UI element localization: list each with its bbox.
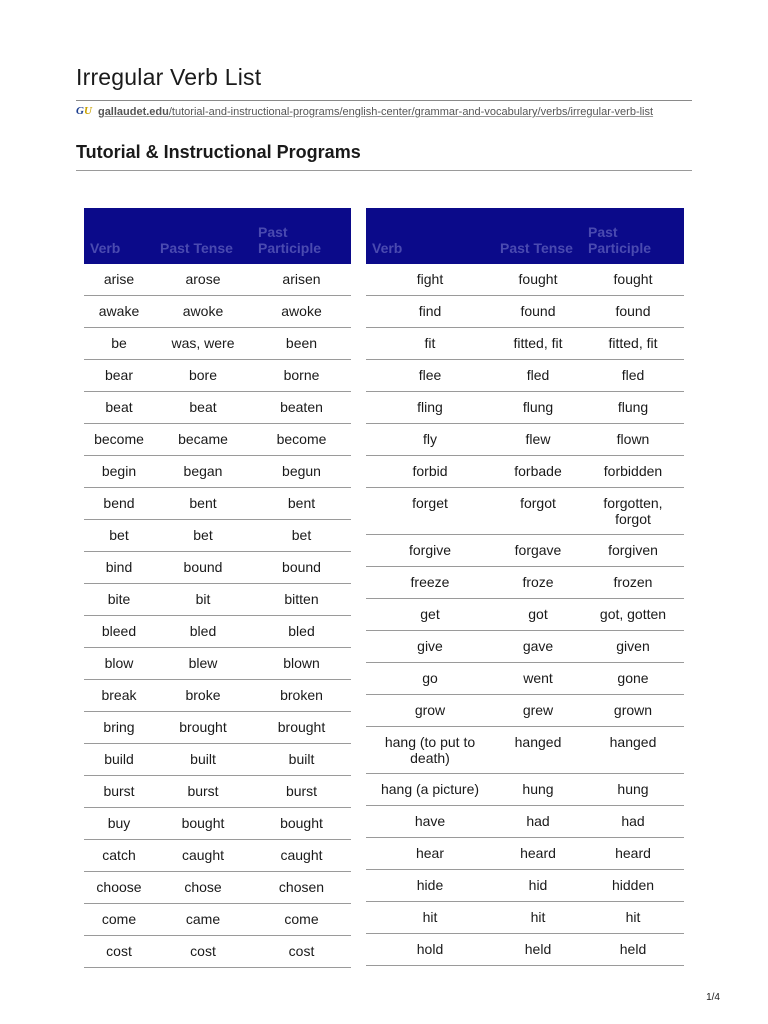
- table-row: [84, 488, 351, 520]
- gallaudet-logo-icon: GU: [76, 106, 92, 118]
- table-row: [366, 456, 684, 488]
- verb-cell: catch: [84, 840, 154, 872]
- past-tense-cell: beat: [154, 392, 252, 424]
- verb-cell: give: [366, 631, 494, 663]
- source-url-row: [76, 106, 692, 122]
- past-tense-cell: became: [154, 424, 252, 456]
- table-row: [366, 695, 684, 727]
- past-tense-cell: heard: [494, 838, 582, 870]
- past-tense-cell: came: [154, 904, 252, 936]
- table-row: [366, 488, 684, 535]
- past-tense-cell: brought: [154, 712, 252, 744]
- verb-cell: be: [84, 328, 154, 360]
- verb-table-right: [366, 208, 684, 966]
- table-row: [84, 584, 351, 616]
- table-row: [366, 774, 684, 806]
- title-divider: [76, 100, 692, 101]
- past-participle-cell: had: [582, 806, 684, 838]
- past-participle-cell: broken: [252, 680, 351, 712]
- table-row: [366, 934, 684, 966]
- verb-cell: grow: [366, 695, 494, 727]
- past-tense-cell: cost: [154, 936, 252, 968]
- table-row: [366, 663, 684, 695]
- past-participle-cell: beaten: [252, 392, 351, 424]
- verb-cell: fight: [366, 264, 494, 296]
- past-participle-cell: fled: [582, 360, 684, 392]
- past-tense-cell: bled: [154, 616, 252, 648]
- verb-cell: break: [84, 680, 154, 712]
- verb-cell: build: [84, 744, 154, 776]
- page-title: Irregular Verb List: [76, 64, 262, 90]
- past-participle-cell: built: [252, 744, 351, 776]
- header-verb: Verb: [84, 208, 154, 264]
- verb-cell: fit: [366, 328, 494, 360]
- past-tense-cell: hanged: [494, 727, 582, 774]
- verb-cell: forget: [366, 488, 494, 535]
- table-row: [84, 392, 351, 424]
- verb-cell: have: [366, 806, 494, 838]
- source-url-link[interactable]: [98, 106, 653, 118]
- table-row: [84, 744, 351, 776]
- verb-cell: bind: [84, 552, 154, 584]
- verb-cell: cost: [84, 936, 154, 968]
- past-participle-cell: given: [582, 631, 684, 663]
- table-row: [84, 264, 351, 296]
- table-row: [366, 535, 684, 567]
- table-row: [366, 838, 684, 870]
- table-row: [84, 328, 351, 360]
- section-divider: [76, 170, 692, 171]
- verb-table-left: [84, 208, 351, 968]
- past-tense-cell: forgot: [494, 488, 582, 535]
- past-tense-cell: gave: [494, 631, 582, 663]
- table-row: [366, 360, 684, 392]
- past-tense-cell: bet: [154, 520, 252, 552]
- past-tense-cell: grew: [494, 695, 582, 727]
- past-participle-cell: cost: [252, 936, 351, 968]
- past-tense-cell: bought: [154, 808, 252, 840]
- past-participle-cell: awoke: [252, 296, 351, 328]
- verb-cell: blow: [84, 648, 154, 680]
- past-tense-cell: began: [154, 456, 252, 488]
- table-row: [84, 680, 351, 712]
- past-tense-cell: flung: [494, 392, 582, 424]
- past-tense-cell: froze: [494, 567, 582, 599]
- verb-cell: go: [366, 663, 494, 695]
- past-participle-cell: held: [582, 934, 684, 966]
- table-row: [366, 424, 684, 456]
- verb-cell: fly: [366, 424, 494, 456]
- past-participle-cell: heard: [582, 838, 684, 870]
- past-tense-cell: bent: [154, 488, 252, 520]
- table-row: [84, 776, 351, 808]
- table-row: [366, 727, 684, 774]
- verb-cell: hit: [366, 902, 494, 934]
- past-tense-cell: had: [494, 806, 582, 838]
- verb-cell: burst: [84, 776, 154, 808]
- source-path: /tutorial-and-instructional-programs/english-center/grammar-and-vocabulary/verbs/irregular-verb-list: [168, 106, 654, 119]
- page-number: 1/4: [706, 992, 720, 1003]
- verb-cell: bear: [84, 360, 154, 392]
- past-tense-cell: hung: [494, 774, 582, 806]
- past-participle-cell: begun: [252, 456, 351, 488]
- table-row: [84, 872, 351, 904]
- table-row: [84, 296, 351, 328]
- past-participle-cell: gone: [582, 663, 684, 695]
- past-participle-cell: hidden: [582, 870, 684, 902]
- past-participle-cell: been: [252, 328, 351, 360]
- verb-cell: bring: [84, 712, 154, 744]
- table-row: [366, 264, 684, 296]
- past-participle-cell: flung: [582, 392, 684, 424]
- past-participle-cell: forbidden: [582, 456, 684, 488]
- table-row: [366, 806, 684, 838]
- past-tense-cell: held: [494, 934, 582, 966]
- table-row: [366, 599, 684, 631]
- header-past-participle: Past Participle: [252, 208, 351, 264]
- verb-cell: get: [366, 599, 494, 631]
- verb-cell: choose: [84, 872, 154, 904]
- verb-cell: forbid: [366, 456, 494, 488]
- table-row: [84, 360, 351, 392]
- header-past-tense: Past Tense: [494, 208, 582, 264]
- past-tense-cell: found: [494, 296, 582, 328]
- past-tense-cell: bound: [154, 552, 252, 584]
- table-row: [366, 392, 684, 424]
- past-participle-cell: forgiven: [582, 535, 684, 567]
- past-tense-cell: awoke: [154, 296, 252, 328]
- past-participle-cell: fought: [582, 264, 684, 296]
- past-participle-cell: hung: [582, 774, 684, 806]
- table-row: [84, 840, 351, 872]
- past-tense-cell: fled: [494, 360, 582, 392]
- past-tense-cell: flew: [494, 424, 582, 456]
- verb-cell: find: [366, 296, 494, 328]
- table-row: [84, 712, 351, 744]
- table-row: [84, 808, 351, 840]
- table-row: [366, 870, 684, 902]
- section-title: Tutorial & Instructional Programs: [76, 142, 361, 162]
- past-tense-cell: went: [494, 663, 582, 695]
- past-participle-cell: arisen: [252, 264, 351, 296]
- past-participle-cell: bitten: [252, 584, 351, 616]
- header-past-tense: Past Tense: [154, 208, 252, 264]
- past-participle-cell: hit: [582, 902, 684, 934]
- verb-cell: bet: [84, 520, 154, 552]
- past-participle-cell: hanged: [582, 727, 684, 774]
- verb-cell: hold: [366, 934, 494, 966]
- past-participle-cell: frozen: [582, 567, 684, 599]
- table-row: [84, 424, 351, 456]
- past-tense-cell: fitted, fit: [494, 328, 582, 360]
- verb-cell: flee: [366, 360, 494, 392]
- past-participle-cell: grown: [582, 695, 684, 727]
- table-row: [84, 648, 351, 680]
- past-participle-cell: bought: [252, 808, 351, 840]
- past-participle-cell: forgotten, forgot: [582, 488, 684, 535]
- verb-cell: awake: [84, 296, 154, 328]
- past-participle-cell: come: [252, 904, 351, 936]
- verb-cell: become: [84, 424, 154, 456]
- past-tense-cell: chose: [154, 872, 252, 904]
- past-tense-cell: was, were: [154, 328, 252, 360]
- verb-cell: beat: [84, 392, 154, 424]
- verb-cell: hide: [366, 870, 494, 902]
- table-row: [84, 552, 351, 584]
- table-row: [84, 936, 351, 968]
- past-participle-cell: bound: [252, 552, 351, 584]
- verb-cell: hang (to put to death): [366, 727, 494, 774]
- verb-cell: bleed: [84, 616, 154, 648]
- table-row: [84, 520, 351, 552]
- past-participle-cell: got, gotten: [582, 599, 684, 631]
- table-header-row: [366, 208, 684, 264]
- table-row: [84, 616, 351, 648]
- table-row: [366, 328, 684, 360]
- past-tense-cell: bore: [154, 360, 252, 392]
- table-row: [366, 296, 684, 328]
- past-participle-cell: borne: [252, 360, 351, 392]
- past-tense-cell: forbade: [494, 456, 582, 488]
- past-tense-cell: bit: [154, 584, 252, 616]
- past-tense-cell: hid: [494, 870, 582, 902]
- past-participle-cell: burst: [252, 776, 351, 808]
- verb-cell: come: [84, 904, 154, 936]
- verb-cell: freeze: [366, 567, 494, 599]
- table-row: [84, 456, 351, 488]
- header-past-participle: Past Participle: [582, 208, 684, 264]
- source-domain: gallaudet.edu: [97, 106, 169, 119]
- past-participle-cell: chosen: [252, 872, 351, 904]
- verb-cell: forgive: [366, 535, 494, 567]
- past-tense-cell: broke: [154, 680, 252, 712]
- past-participle-cell: become: [252, 424, 351, 456]
- past-tense-cell: built: [154, 744, 252, 776]
- past-participle-cell: caught: [252, 840, 351, 872]
- past-participle-cell: bled: [252, 616, 351, 648]
- header-verb: Verb: [366, 208, 494, 264]
- verb-cell: bend: [84, 488, 154, 520]
- past-tense-cell: burst: [154, 776, 252, 808]
- past-participle-cell: brought: [252, 712, 351, 744]
- past-tense-cell: forgave: [494, 535, 582, 567]
- past-tense-cell: blew: [154, 648, 252, 680]
- past-participle-cell: fitted, fit: [582, 328, 684, 360]
- past-tense-cell: arose: [154, 264, 252, 296]
- verb-cell: hang (a picture): [366, 774, 494, 806]
- past-participle-cell: found: [582, 296, 684, 328]
- past-participle-cell: flown: [582, 424, 684, 456]
- table-row: [84, 904, 351, 936]
- past-tense-cell: caught: [154, 840, 252, 872]
- verb-cell: fling: [366, 392, 494, 424]
- verb-cell: arise: [84, 264, 154, 296]
- table-row: [366, 567, 684, 599]
- table-header-row: [84, 208, 351, 264]
- past-tense-cell: got: [494, 599, 582, 631]
- verb-cell: begin: [84, 456, 154, 488]
- table-row: [366, 631, 684, 663]
- past-participle-cell: blown: [252, 648, 351, 680]
- past-tense-cell: hit: [494, 902, 582, 934]
- past-tense-cell: fought: [494, 264, 582, 296]
- past-participle-cell: bet: [252, 520, 351, 552]
- table-row: [366, 902, 684, 934]
- verb-cell: bite: [84, 584, 154, 616]
- verb-cell: hear: [366, 838, 494, 870]
- past-participle-cell: bent: [252, 488, 351, 520]
- verb-cell: buy: [84, 808, 154, 840]
